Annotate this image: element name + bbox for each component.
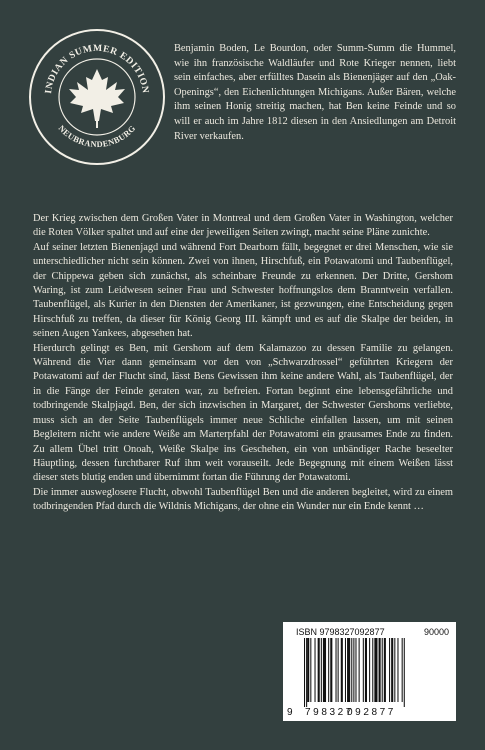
blurb-paragraph: Hierdurch gelingt es Ben, mit Gershom auf dem Kalamazoo zu dessen Familie zu gelangen. Während die Vier dann gemeinsam vor den von „Schwarzdrossel“ geführten Kriegern der Potawatomi auf der Flucht sind, lässt Bens Gewissen ihm keine andere Wahl, als Taubenflügel, der in die Fänge der Feinde geraten war, zu befreien. Fortan beginnt eine lebensgefährliche und todbringende Skalpjagd. Ben, der sich inzwischen in Margaret, der Schwester Gershoms verliebte, muss sich an der Seite Taubenflügels immer neue Schliche einfallen lassen, um mit seinen Begleitern nicht wie andere Weiße am Marterpfahl der Potawatomi ein grausames Ende zu finden. Zu allem Übel tritt Onoah, Weiße Skalpe ins Geschehen, ein von unbändiger Rache beseelter Häuptling, dessen furchtbarer Ruf ihm weit vorauseilt. Jede Begegnung mit einem Weißen lässt dieser stets blutig enden und übernimmt fortan die Führung der Potawatomi. <box>33 342 453 484</box>
barcode-bars <box>292 638 450 708</box>
blurb-text <box>33 212 453 515</box>
blurb-paragraph: Die immer ausweglosere Flucht, obwohl Taubenflügel Ben und die anderen begleitet, wird zu einem todbringenden Pfad durch die Wildnis Michigans, der ohne ein Wunder nur ein Ende kennt … <box>33 486 453 513</box>
barcode-bar <box>315 638 316 702</box>
logo-ring-top: INDIAN SUMMER EDITION <box>43 42 151 95</box>
barcode-bar <box>351 638 352 702</box>
barcode-bar <box>355 638 356 702</box>
isbn-digit-lead: 9 <box>287 707 293 718</box>
barcode-bar <box>323 638 326 702</box>
isbn-barcode <box>283 622 456 721</box>
barcode-bar <box>402 638 403 702</box>
isbn-digit-group2: 092877 <box>347 707 396 718</box>
barcode-bar <box>391 638 393 702</box>
barcode-bar <box>365 638 367 702</box>
blurb-paragraph: Der Krieg zwischen dem Großen Vater in Montreal und dem Großen Vater in Washington, welcher die Roten Völker spaltet und auf eine der jeweiligen Seiten zwingt, macht seine Pläne zunichte. <box>33 213 453 239</box>
barcode-bar <box>347 638 350 702</box>
isbn-digit-group1: 798327 <box>305 707 354 718</box>
barcode-bar <box>307 638 309 702</box>
publisher-logo <box>29 29 165 165</box>
barcode-bar <box>321 638 322 702</box>
logo-ring-bottom: NEUBRANDENBURG <box>56 123 138 150</box>
barcode-bar <box>338 638 339 702</box>
blurb-paragraph: Auf seiner letzten Bienenjagd und während Fort Dearborn fällt, begegnet er drei Menschen, wie sie unterschiedlicher nicht sein können. Zwei von ihnen, Hirschfuß, ein Potawatomi und Taubenflügel, der Chippewa geben sich zunächst, als scheinbare Freunde zu erkennen. Der Dritte, Gershom Waring, ist zum Leidwesen seiner Frau und Schwester hoffnungslos dem Branntwein verfallen. Taubenflügel, als Kurier in den Diensten der Amerikaner, ist gezwungen, eine Entscheidung gegen Hirschfuß zu treffen, da dieser für König Georg III. kämpft und es auf die Skalpe der beiden, in seinen Augen Yankees, abgesehen hat. <box>33 241 453 340</box>
barcode-bar <box>341 638 343 702</box>
barcode-bar <box>359 638 360 702</box>
barcode-bar <box>345 638 346 702</box>
barcode-bar <box>379 638 381 702</box>
intro-paragraph: Benjamin Boden, Le Bourdon, oder Summ-Summ die Hummel, wie ihn französische Waldläufer und Rote Krieger nennen, liebt sein einfaches, aber erfülltes Dasein als Bienenjäger auf den „Oak-Openings“, den Eichenlichtungen Michigans. Außer Bären, welche ihm seinen Honig streitig machen, hat Ben keine Feinde und so will er auch im Jahre 1812 diesen in den Ansiedlungen am Detroit River verkaufen. <box>174 43 456 142</box>
barcode-bar <box>397 638 398 702</box>
logo-emblem <box>31 31 163 163</box>
barcode-bar <box>328 638 329 702</box>
barcode-bar <box>384 638 386 702</box>
barcode-bar <box>304 638 305 707</box>
barcode-bar <box>330 638 332 702</box>
maple-leaf-icon <box>69 69 125 128</box>
barcode-bar <box>389 638 390 702</box>
barcode-bar <box>353 638 354 702</box>
barcode-bar <box>306 638 307 707</box>
barcode-bar <box>336 638 337 702</box>
barcode-bar <box>374 638 377 702</box>
barcode-bar <box>404 638 405 707</box>
barcode-bar <box>369 638 370 702</box>
barcode-bar <box>363 638 364 702</box>
isbn-label: ISBN 9798327092877 <box>296 627 385 637</box>
barcode-bar <box>372 638 373 702</box>
barcode-bar <box>318 638 320 702</box>
barcode-bar <box>382 638 383 702</box>
barcode-bar <box>310 638 311 702</box>
barcode-bar <box>394 638 395 702</box>
price-code: 90000 <box>423 627 449 637</box>
